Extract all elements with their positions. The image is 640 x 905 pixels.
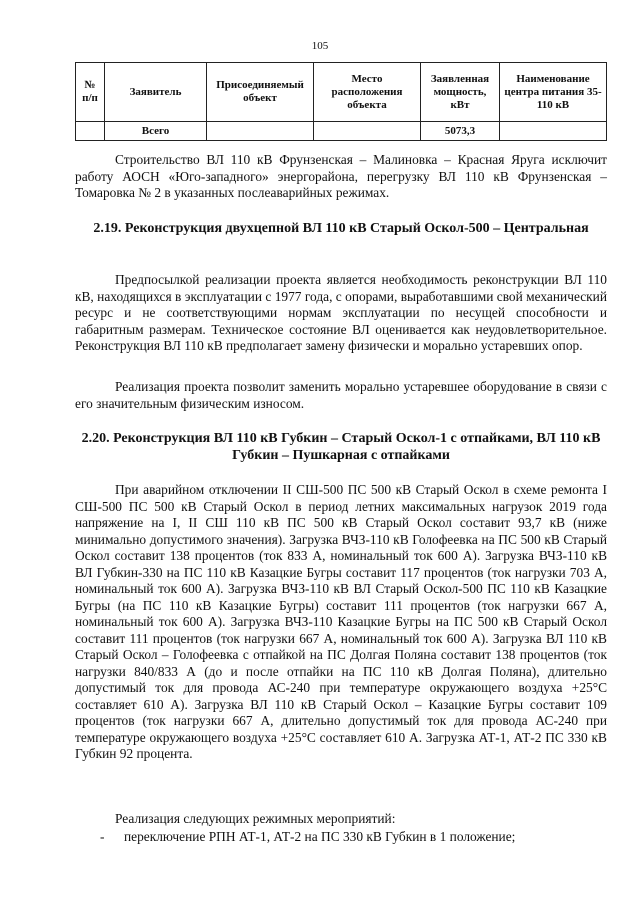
column-header-object: Присоединяемый объект — [207, 63, 314, 122]
list-item — [100, 829, 607, 846]
section-2-19-paragraph-2 — [75, 379, 607, 412]
section-2-19-p1-text: Предпосылкой реализации проекта является необходимость реконструкции ВЛ 110 кВ, находящихся в эксплуатации с 1977 года, с опорами, выработавшими свой механический ресурс и не соответствующими нормам эксплуатации по несущей способности и габаритным размерам. Техническое состояние ВЛ оценивается как неудовлетворительное. Реконструкция ВЛ 110 кВ предполагает замену физически и морально устаревших опор. — [75, 272, 607, 353]
list-dash: - — [100, 829, 105, 844]
total-label-cell: Всего — [105, 122, 207, 141]
total-object-cell — [207, 122, 314, 141]
total-number-cell — [76, 122, 105, 141]
column-header-power: Заявленная мощность, кВт — [421, 63, 500, 122]
construction-paragraph — [75, 152, 607, 202]
section-2-20-paragraph-1 — [75, 482, 607, 763]
section-2-20-paragraph-2 — [75, 811, 607, 828]
section-2-20-p2-text: Реализация следующих режимных мероприятий: — [115, 811, 396, 826]
section-2-19-p2-text: Реализация проекта позволит заменить морально устаревшее оборудование в связи с его значительным физическим износом. — [75, 379, 607, 411]
total-location-cell — [314, 122, 421, 141]
construction-text: Строительство ВЛ 110 кВ Фрунзенская – Малиновка – Красная Яруга исключит работу АОСН «Юго-западного» энергорайона, перегрузку ВЛ 110 кВ Фрунзенская – Томаровка № 2 в указанных послеаварийных режимах. — [75, 152, 607, 200]
total-center-cell — [500, 122, 607, 141]
column-header-applicant: Заявитель — [105, 63, 207, 122]
section-2-19-heading: 2.19. Реконструкция двухцепной ВЛ 110 кВ Старый Оскол-500 – Центральная — [93, 221, 589, 236]
connections-table — [75, 62, 607, 141]
column-header-number: № п/п — [76, 63, 105, 122]
column-header-location: Место расположения объекта — [314, 63, 421, 122]
section-2-20-p1-text: При аварийном отключении II СШ-500 ПС 500 кВ Старый Оскол в схеме ремонта I СШ-500 ПС 500 кВ Старый Оскол в период летних максимальных нагрузок 2019 года напряжение на I, II СШ 110 кВ ПС 500 кВ Старый Оскол составит 93,7 кВ (ниже минимально допустимого значения). Загрузка ВЧЗ-110 кВ Голофеевка на ПС 500 кВ Старый Оскол составит 138 процентов (ток 833 А, номинальный ток 600 А). Загрузка ВЧЗ-110 кВ ВЛ Губкин-330 на ПС 110 кВ Казацкие Бугры составит 117 процентов (ток нагрузки 703 А, номинальный ток 600 А). Загрузка ВЧЗ-110 кВ ВЛ Старый Оскол-500 ПС 110 кВ Казацкие Бугры (на ПС 110 кВ Казацкие Бугры) составит 111 процентов (ток нагрузки 667 А, номинальный ток 600 А). Загрузка ВЧЗ-110 Казацкие Бугры на ПС 500 кВ Старый Оскол составит 111 процентов (ток нагрузки 667 А, номинальный ток 600 А). Загрузка ВЛ 110 кВ Старый Оскол – Голофеевка с отпайкой на ПС Долгая Поляна составит 138 процентов (ток нагрузки 840/833 А (до и после отпайки на ПС 110 кВ Долгая Поляна), длительно допустимый ток для провода АС-240 при температуре окружающего воздуха +25°С составляет 610 А). Загрузка ВЛ 110 кВ Старый Оскол – Казацкие Бугры составит 109 процентов (ток нагрузки 667 А, длительно допустимый ток для провода АС-240 при температуре окружающего воздуха +25°С составляет 610 А. Загрузка АТ-1, АТ-2 ПС 330 кВ Губкин 92 процента. — [75, 482, 607, 761]
section-2-19-paragraph-1 — [75, 272, 607, 355]
column-header-power-center: Наименование центра питания 35-110 кВ — [500, 63, 607, 122]
table-row-total — [76, 122, 607, 141]
list-item-text: переключение РПН АТ-1, АТ-2 на ПС 330 кВ Губкин в 1 положение; — [124, 829, 516, 844]
table-header-row — [76, 63, 607, 122]
total-power-cell: 5073,3 — [421, 122, 500, 141]
page-number: 105 — [311, 40, 329, 52]
section-2-20-heading: 2.20. Реконструкция ВЛ 110 кВ Губкин – Старый Оскол-1 с отпайками, ВЛ 110 кВ Губкин – Пушкарная с отпайками — [81, 431, 601, 463]
